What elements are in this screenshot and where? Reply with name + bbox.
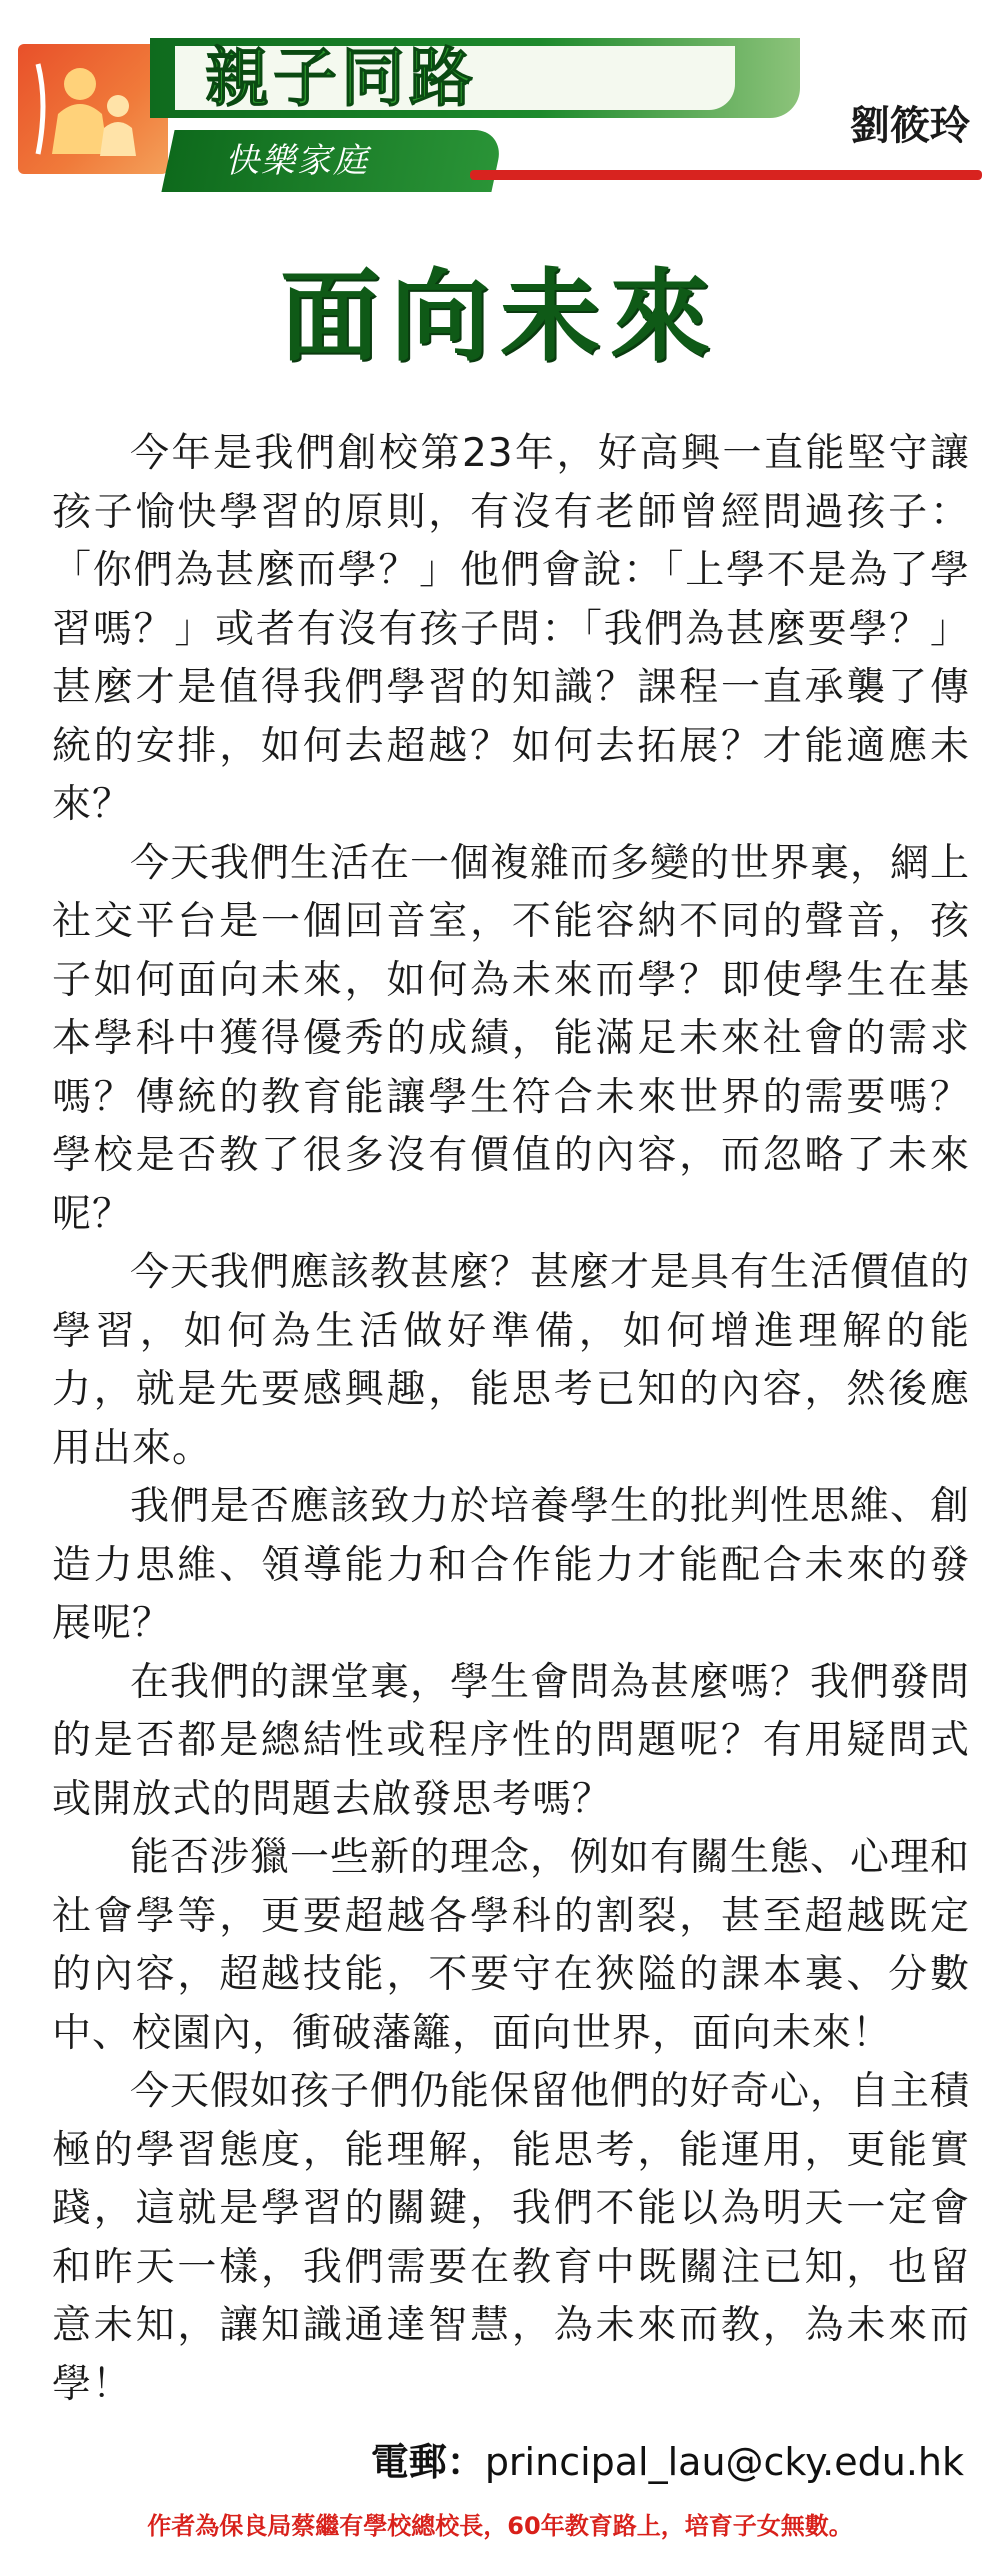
author-bio-note: 作者為保良局蔡繼有學校總校長，60年教育路上，培育子女無數。 [147, 2512, 853, 2540]
email-address[interactable]: principal_lau@cky.edu.hk [484, 2440, 964, 2484]
article-body [52, 425, 970, 2414]
parent-child-icon [18, 44, 168, 174]
column-logo [18, 44, 168, 174]
column-title: 親子同路 [205, 42, 477, 116]
paragraph: 今天我們生活在一個複雜而多變的世界裏，網上社交平台是一個回音室，不能容納不同的聲音，孩子如何面向未來，如何為未來而學？即使學生在基本學科中獲得優秀的成績，能滿足未來社會的需求嗎？傳統的教育能讓學生符合未來世界的需要嗎？學校是否教了很多沒有價值的內容，而忽略了未來呢？ [52, 840, 971, 1237]
paragraph: 今天假如孩子們仍能保留他們的好奇心，自主積極的學習態度，能理解，能思考，能運用，更能實踐，這就是學習的關鍵，我們不能以為明天一定會和昨天一樣，我們需要在教育中既關注已知，也留意未知，讓知識通達智慧，為未來而教，為未來而學！ [52, 2069, 971, 2407]
contact-email [371, 2432, 964, 2492]
paragraph: 今天我們應該教甚麼？甚麼才是具有生活價值的學習，如何為生活做好準備，如何增進理解的能力，就是先要感興趣，能思考已知的內容，然後應用出來。 [52, 1250, 971, 1471]
column-subtitle: 快樂家庭 [225, 141, 369, 181]
paragraph: 今年是我們創校第23年，好高興一直能堅守讓孩子愉快學習的原則，有沒有老師曾經問過孩子：「你們為甚麼而學？」他們會說：「上學不是為了學習嗎？」或者有沒有孩子問：「我們為甚麼要學？」甚麼才是值得我們學習的知識？課程一直承襲了傳統的安排，如何去超越？如何去拓展？才能適應未來？ [52, 431, 970, 827]
header-divider [470, 170, 982, 180]
column-header [0, 0, 1000, 210]
article-headline: 面向未來 [280, 258, 720, 375]
paragraph: 我們是否應該致力於培養學生的批判性思維、創造力思維、領導能力和合作能力才能配合未來的發展呢？ [52, 1484, 971, 1646]
author-name: 劉筱玲 [850, 103, 970, 149]
email-label: 電郵： [370, 2440, 485, 2484]
paragraph: 在我們的課堂裏，學生會問為甚麼嗎？我們發問的是否都是總結性或程序性的問題呢？有用疑問式或開放式的問題去啟發思考嗎？ [52, 1659, 971, 1822]
paragraph: 能否涉獵一些新的理念，例如有關生態、心理和社會學等，更要超越各學科的割裂，甚至超越既定的內容，超越技能，不要守在狹隘的課本裏、分數中、校園內，衝破藩籬，面向世界，面向未來！ [52, 1835, 971, 2056]
